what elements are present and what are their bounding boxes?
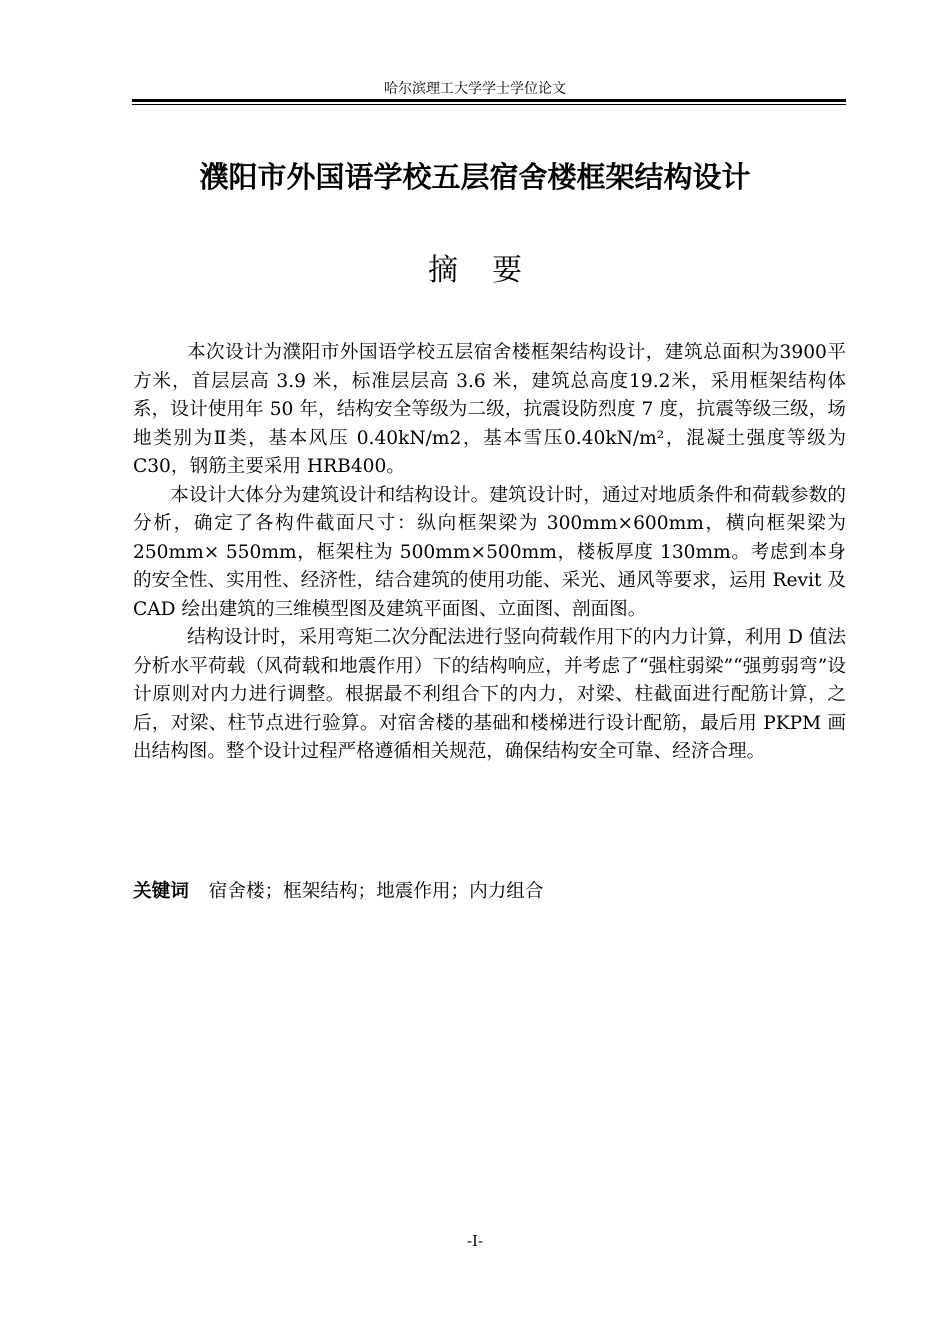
keywords-label: 关键词 <box>133 881 189 902</box>
page-number: -I- <box>466 1232 484 1250</box>
thesis-title: 濮阳市外国语学校五层宿舍楼框架结构设计 <box>199 160 751 194</box>
abstract-paragraph: 结构设计时，采用弯矩二次分配法进行竖向荷载作用下的内力计算，利用 D 值法分析水平荷载（风荷载和地震作用）下的结构响应，并考虑了“强柱弱梁”“强剪弱弯”设计原则对内力进行调整。根据最不利组合下的内力，对梁、柱截面进行配筋计算，之后，对梁、柱节点进行验算。对宿舍楼的基础和楼梯进行设计配筋，最后用 PKPM 画出结构图。整个设计过程严格遵循相关规范，确保结构安全可靠、经济合理。 <box>133 627 846 762</box>
abstract-paragraph: 本次设计为濮阳市外国语学校五层宿舍楼框架结构设计，建筑总面积为3900平方米，首层层高 3.9 米，标准层层高 3.6 米，建筑总高度19.2米，采用框架结构体系，设计使用年 50 年，结构安全等级为二级，抗震设防烈度 7 度，抗震等级三级，场地类别为Ⅱ类，基本风压 0.40kN/m2，基本雪压0.40kN/m²，混凝土强度等级为 C30，钢筋主要采用 HRB400。 <box>133 342 846 477</box>
header-rule-thick <box>132 99 846 102</box>
running-header: 哈尔滨理工大学学士学位论文 <box>384 81 566 97</box>
abstract-body <box>133 339 846 767</box>
keywords-line <box>133 878 846 906</box>
header-rule-thin <box>132 104 846 105</box>
abstract-paragraph: 本设计大体分为建筑设计和结构设计。建筑设计时，通过对地质条件和荷载参数的分析，确定了各构件截面尺寸：纵向框架梁为 300mm×600mm，横向框架梁为 250mm× 550mm，框架柱为 500mm×500mm，楼板厚度 130mm。考虑到本身的安全性、实用性、经济性，结合建筑的使用功能、采光、通风等要求，运用 Revit 及 CAD 绘出建筑的三维模型图及建筑平面图、立面图、剖面图。 <box>133 484 846 620</box>
abstract-heading: 摘要 <box>428 253 556 288</box>
keywords-value: 宿舍楼；框架结构；地震作用；内力组合 <box>208 881 544 902</box>
